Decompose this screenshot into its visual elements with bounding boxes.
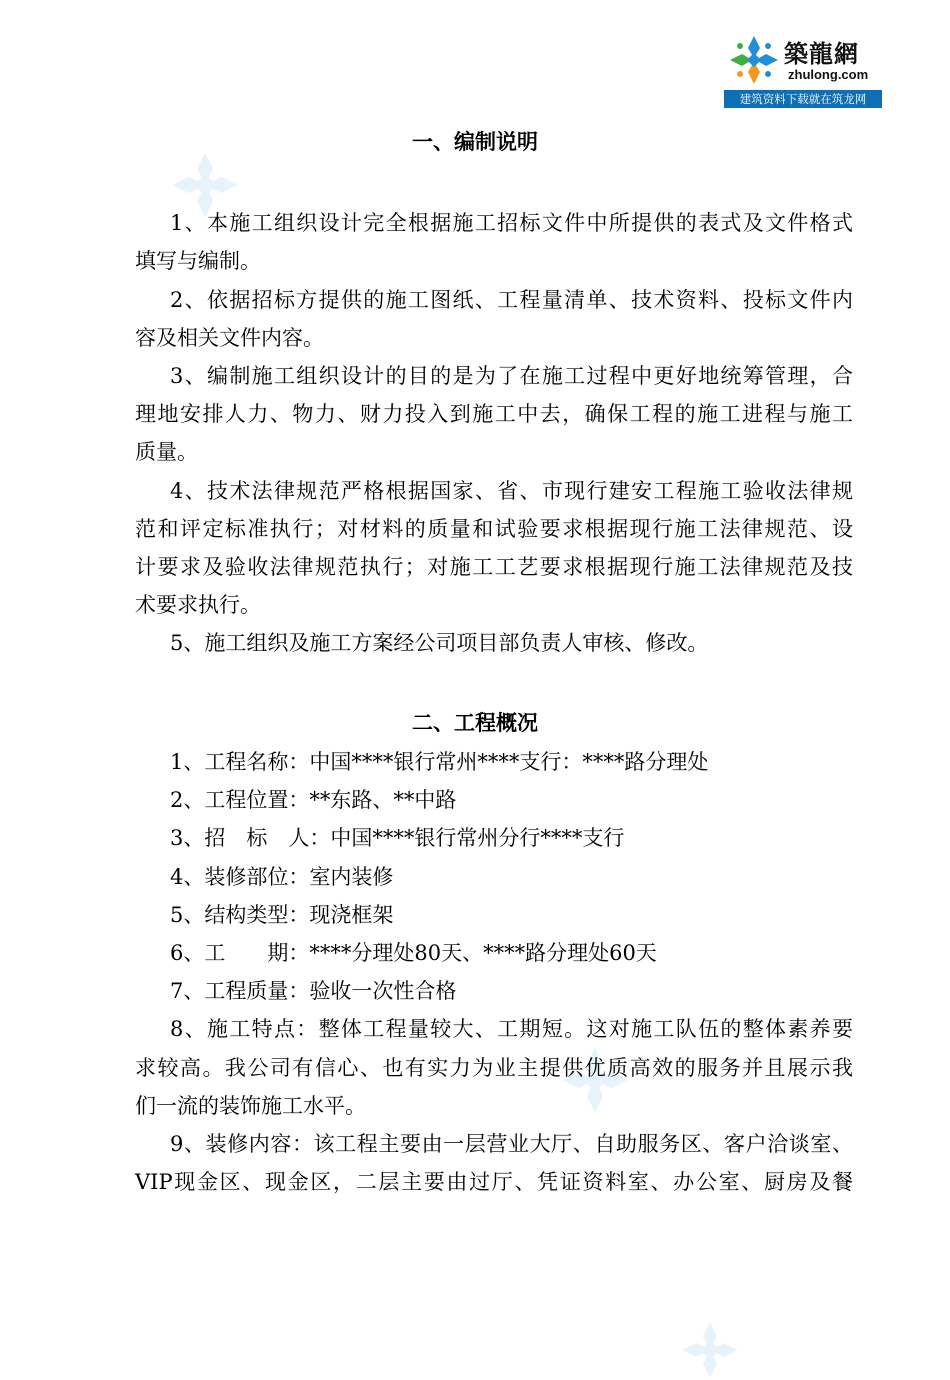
paragraph-line: 6、工 期：****分理处80天、****路分理处60天 bbox=[170, 941, 657, 965]
snowflake-logo-icon bbox=[728, 34, 780, 86]
paragraph-line: 2、依据招标方提供的施工图纸、工程量清单、技术资料、投标文件内 bbox=[170, 288, 853, 312]
paragraph-line: 理地安排人力、物力、财力投入到施工中去，确保工程的施工进程与施工 bbox=[135, 402, 853, 426]
paragraph-line: VIP现金区、现金区，二层主要由过厅、凭证资料室、办公室、厨房及餐 bbox=[135, 1170, 853, 1194]
paragraph-line: 们一流的装饰施工水平。 bbox=[135, 1094, 366, 1118]
paragraph-line: 2、工程位置：**东路、**中路 bbox=[170, 788, 457, 812]
paragraph-line: 3、招 标 人：中国****银行常州分行****支行 bbox=[170, 826, 625, 850]
paragraph-line: 3、编制施工组织设计的目的是为了在施工过程中更好地统筹管理，合 bbox=[170, 364, 853, 388]
paragraph-line: 求较高。我公司有信心、也有实力为业主提供优质高效的服务并且展示我 bbox=[135, 1056, 853, 1080]
logo-slogan: 建筑资料下载就在筑龙网 bbox=[724, 90, 882, 108]
paragraph-line: 范和评定标准执行；对材料的质量和试验要求根据现行施工法律规范、设 bbox=[135, 517, 853, 541]
paragraph-line: 9、装修内容：该工程主要由一层营业大厅、自助服务区、客户洽谈室、 bbox=[170, 1132, 853, 1156]
paragraph-line: 1、工程名称：中国****银行常州****支行：****路分理处 bbox=[170, 750, 709, 774]
paragraph-line: 5、施工组织及施工方案经公司项目部负责人审核、修改。 bbox=[170, 631, 709, 655]
paragraph-line: 5、结构类型：现浇框架 bbox=[170, 903, 394, 927]
logo-domain: zhulong.com bbox=[788, 67, 869, 82]
section2-title: 二、工程概况 bbox=[412, 711, 538, 735]
paragraph-line: 7、工程质量：验收一次性合格 bbox=[170, 979, 457, 1003]
paragraph-line: 术要求执行。 bbox=[135, 593, 261, 617]
logo-chinese-name: 築龍網 bbox=[784, 40, 859, 68]
paragraph-line: 1、本施工组织设计完全根据施工招标文件中所提供的表式及文件格式 bbox=[170, 211, 853, 235]
zhulong-logo bbox=[724, 30, 882, 108]
watermark-snowflake-icon bbox=[680, 1320, 740, 1380]
paragraph-line: 填写与编制。 bbox=[135, 249, 261, 273]
paragraph-line: 4、技术法律规范严格根据国家、省、市现行建安工程施工验收法律规 bbox=[170, 479, 853, 503]
paragraph-line: 4、装修部位：室内装修 bbox=[170, 865, 394, 889]
section1-title: 一、编制说明 bbox=[412, 130, 538, 154]
paragraph-line: 容及相关文件内容。 bbox=[135, 326, 324, 350]
paragraph-line: 8、施工特点：整体工程量较大、工期短。这对施工队伍的整体素养要 bbox=[170, 1017, 853, 1041]
paragraph-line: 计要求及验收法律规范执行；对施工工艺要求根据现行施工法律规范及技 bbox=[135, 555, 853, 579]
paragraph-line: 质量。 bbox=[135, 440, 198, 464]
